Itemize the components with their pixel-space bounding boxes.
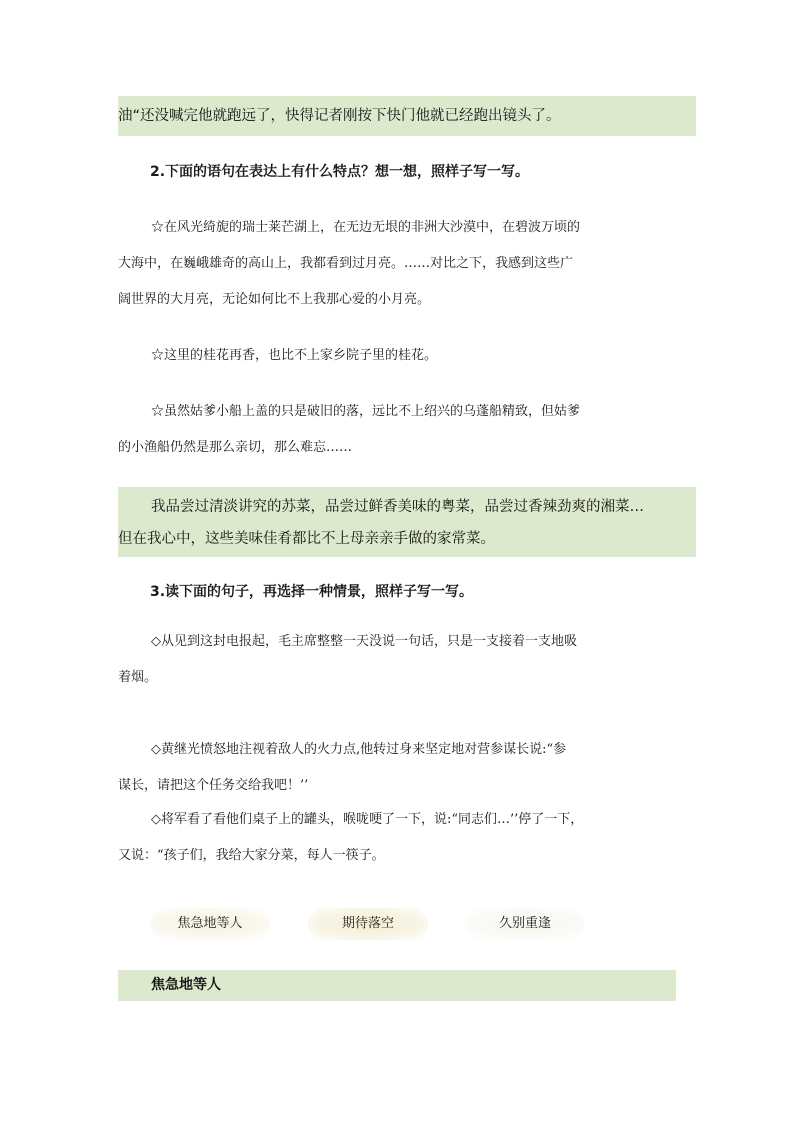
- text-line: 着烟。: [118, 670, 158, 685]
- scenario-choices: [150, 908, 590, 940]
- section-3-heading: 3.读下面的句子，再选择一种情景，照样子写一写。: [150, 584, 474, 600]
- answer-line: 我品尝过清淡讲究的苏菜，品尝过鲜香美味的粤菜，品尝过香辣劲爽的湘菜…: [151, 499, 644, 515]
- text-line: ☆虽然姑爹小船上盖的只是破旧的落，远比不上绍兴的乌蓬船精致，但姑爹: [151, 404, 581, 419]
- section-2-example-1: [118, 210, 678, 318]
- text-line: 大海中，在巍峨雄奇的高山上，我都看到过月亮。……对比之下，我感到这些广: [118, 256, 574, 271]
- answer-highlight-section-2: [118, 487, 696, 557]
- section-2-example-3: [118, 394, 678, 466]
- answer-highlight-top: [118, 96, 696, 136]
- text-line: 谋长，请把这个任务交给我吧！’’: [118, 778, 309, 793]
- section-3-example-1: [118, 624, 678, 696]
- choice-hope-dashed[interactable]: 期待落空: [308, 908, 428, 940]
- text-line: ◇从见到这封电报起，毛主席整整一天没说一句话，只是一支接着一支地吸: [151, 634, 577, 649]
- answer-text: 油“还没喊完他就跑远了，快得记者刚按下快门他就已经跑出镜头了。: [118, 108, 561, 124]
- section-3-example-2: [118, 732, 678, 804]
- text-line: ◇将军看了看他们桌子上的罐头，喉咙哽了一下，说:“同志们…’’停了一下，: [151, 812, 584, 827]
- text-line: ☆这里的桂花再香，也比不上家乡院子里的桂花。: [151, 348, 438, 363]
- selected-answer-bar: [118, 970, 676, 1001]
- selected-answer-label: 焦急地等人: [151, 977, 221, 993]
- text-line: 的小渔船仍然是那么亲切，那么难忘……: [118, 440, 353, 455]
- text-line: 又说：“孩子们，我给大家分菜，每人一筷子。: [118, 848, 385, 863]
- section-2-heading: 2.下面的语句在表达上有什么特点？想一想，照样子写一写。: [150, 164, 530, 180]
- section-2-example-2: [118, 338, 678, 374]
- text-line: ◇黄继光愤怒地注视着敌人的火力点,他转过身来坚定地对营参谋长说:“参: [151, 742, 567, 757]
- choice-reunion[interactable]: 久别重逢: [465, 908, 585, 940]
- choice-waiting-anxiously[interactable]: 焦急地等人: [150, 908, 270, 940]
- text-line: 阔世界的大月亮，无论如何比不上我那心爱的小月亮。: [118, 292, 431, 307]
- text-line: ☆在风光绮旎的瑞士莱芒湖上，在无边无垠的非洲大沙漠中，在碧波万顷的: [151, 220, 581, 235]
- answer-line: 但在我心中，这些美味佳肴都比不上母亲亲手做的家常菜。: [118, 531, 495, 547]
- section-3-example-3: [118, 802, 678, 874]
